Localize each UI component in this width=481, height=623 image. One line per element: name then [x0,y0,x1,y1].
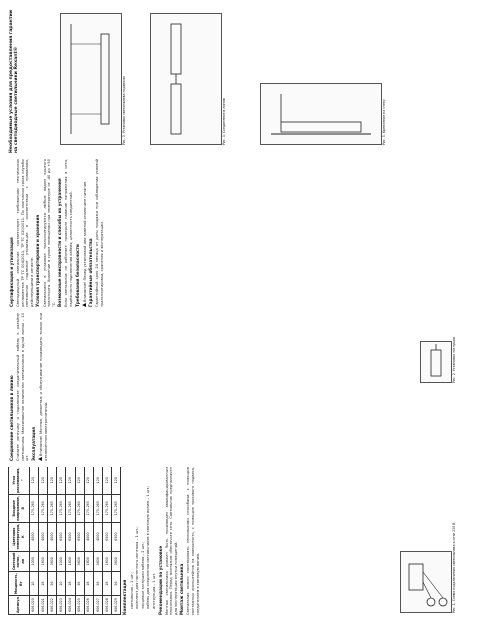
table-cell: 120 [38,467,47,494]
table-cell: 1000 [29,551,38,572]
cert-text: Светодиодный светильник соответствует требованиям технических регламентов ТР ТС 004/2011, ТР ТС 020/2011. По окончании срока службы светильник подлежит утилизации в соответствии с правилами, действующими в регионе. [16,159,34,307]
table-header: Световой поток, лм [9,551,30,572]
table-cell: 18 [38,572,47,596]
table-cell: 4000 [47,522,56,551]
list-item: • инструкция – 1 шт. [152,467,157,609]
suspension-mount-icon [61,14,121,144]
table-row [66,467,75,615]
table-cell: 4000 [93,522,102,551]
table-cell: 120 [57,467,66,494]
table-cell: 120 [93,467,102,494]
table-cell: 6500 [66,522,75,551]
figure-1 [400,551,452,613]
table-header: Мощность, Вт [9,572,30,596]
install-text: Монтаж светильника должен быть произведен квалифицированным персоналом. Перед монтажом обесточьте сеть. Светильник предназначен для эксплуатации внутри помещений. [164,467,178,615]
warranty-title: Гарантийные обязательства [88,238,94,307]
table-cell: 606-028 [103,596,112,615]
column-3 [8,159,470,307]
ops-text [38,313,48,461]
spec-table-header-row [9,467,30,615]
table-cell: 3600 [112,551,121,572]
table-header: Артикул [9,596,30,615]
table-cell: 4000 [29,522,38,551]
table-row [84,467,93,615]
wall-mount-icon [261,84,381,144]
table-cell: 6500 [57,522,66,551]
table-cell: 18 [84,572,93,596]
table-row [112,467,121,615]
table-cell: 1000 [57,551,66,572]
figure-5-caption: Рис. 5. Крепление на стену [382,99,386,145]
table-row [103,467,112,615]
table-cell: 10 [57,572,66,596]
table-cell: 120 [29,467,38,494]
figure-3-caption: Рис. 3. Установка светильника подвесом [122,76,126,145]
figure-5 [260,83,382,145]
figure-4 [150,13,222,145]
table-cell: 6500 [75,522,84,551]
faults-text: Если светильник не работает: проверьте наличие напряжения в сети, надёжность подключения кабеля, целостность соединений. [64,159,74,307]
wiring-diagram-icon [401,552,451,612]
table-header: Цветовая температура, К [9,522,30,551]
table-cell: 3600 [47,551,56,572]
table-cell: 606-027 [93,596,102,615]
table-cell: 1800 [84,551,93,572]
table-cell: 18 [103,572,112,596]
table-cell: 606-020 [29,596,38,615]
table-cell: 175–265 [29,494,38,522]
list-item: • комплект для настенного монтажа – 1 шт.; [135,467,140,609]
table-cell: 175–265 [75,494,84,522]
table-cell: 175–265 [84,494,93,522]
table-cell: 120 [66,467,75,494]
table-cell: 6500 [112,522,121,551]
spec-table [8,467,121,615]
figure-2-caption: Рис. 2. Установка заглушки [452,336,456,383]
ops-text-body: Внимание! Монтаж, демонтаж и обслуживание производить только при отключенном электропитании. [38,313,48,461]
table-cell: 36 [47,572,56,596]
figure-1-caption: Рис. 1. Схема подключения светильника к сети 220 В [452,522,456,613]
table-cell: 175–265 [38,494,47,522]
table-cell: 120 [75,467,84,494]
warning-icon [82,303,86,307]
end-cap-icon [421,342,451,382]
list-item: • кабель для соединения светильников в световую линию – 1 шт.; [146,467,151,609]
faults-title: Возможные неисправности и способы их устранения [57,178,63,307]
table-row [75,467,84,615]
table-row [47,467,56,615]
table-cell: 6500 [103,522,112,551]
table-cell: 175–265 [93,494,102,522]
table-cell: 4000 [84,522,93,551]
table-cell: 4000 [38,522,47,551]
figure-3 [60,13,122,145]
table-row [93,467,102,615]
figure-4-caption: Рис. 4. Соединение в линию [222,97,226,145]
transport-title: Условия транспортировки и хранения [35,214,41,307]
figure-2 [420,341,452,383]
table-cell: 1800 [103,551,112,572]
warning-icon [38,457,42,461]
safety-title: Требования безопасности [74,244,80,307]
mount-title: Монтаж светильника [179,563,185,615]
table-cell: 36 [75,572,84,596]
list-item: • светильник – 1 шт.; [130,467,135,609]
safety-text [82,159,88,307]
warranty-text: Гарантийный срок 24 месяца от даты продажи при соблюдении условий транспортировки, хранения и эксплуатации. [95,159,104,307]
table-cell: 120 [112,467,121,494]
table-cell: 120 [84,467,93,494]
table-cell: 120 [47,467,56,494]
table-cell: 606-026 [84,596,93,615]
table-cell: 175–265 [103,494,112,522]
connect-title: Соединение светильников в линию [9,375,14,461]
table-header: Угол рассеивания, ° [9,467,30,494]
table-cell: 10 [29,572,38,596]
transport-text: Светильники в упаковке транспортируются любым видом крытого транспорта. Хранение в сухом помещении при температуре от -40 до +50 °С. [42,159,56,307]
table-cell: 36 [93,572,102,596]
table-cell: 120 [103,467,112,494]
table-cell: 175–265 [112,494,121,522]
table-cell: 606-021 [38,596,47,615]
table-cell: 1800 [66,551,75,572]
spec-table-body [29,467,121,615]
table-cell: 606-029 [112,596,121,615]
table-cell: 3600 [93,551,102,572]
table-cell: 606-025 [75,596,84,615]
table-cell: 606-024 [66,596,75,615]
safety-text-body: Внимание! Перед установкой или заменой отключите питание. [82,180,87,302]
ops-title: Эксплуатация [30,427,36,461]
table-cell: 606-023 [57,596,66,615]
cert-title: Сертификация и утилизация [9,237,14,307]
table-row [29,467,38,615]
table-row [57,467,66,615]
table-header: Входное напряжение, В [9,494,30,522]
table-cell: 1800 [38,551,47,572]
table-cell: 175–265 [57,494,66,522]
table-cell: 175–265 [47,494,56,522]
column-2 [8,313,470,461]
kit-title: Комплектация [122,579,128,615]
table-cell: 606-022 [47,596,56,615]
connect-text: Снимите заглушку и подключите соединительный кабель к разъёму светильника. Максимальное количество светильников в одной линии – 10 шт. [16,313,30,461]
kit-list [130,467,157,615]
table-row [38,467,47,615]
page-title: Необходимые условия для предоставления гарантии на светодиодные светильники Rexant® [9,10,19,153]
line-connection-icon [151,14,221,144]
table-cell: 175–265 [66,494,75,522]
install-title: Рекомендации по установке [157,545,163,615]
table-cell: 3600 [75,551,84,572]
mount-text: Светильник можно смонтировать несколькими способами: с помощью монтажных кронштейнов на поверхность, с помощью тросового подвеса, соединением в световую линию. [186,467,200,615]
list-item: • торцевые заглушки кабеля – 2 шт.; [141,467,146,609]
table-cell: 18 [66,572,75,596]
table-cell: 36 [112,572,121,596]
